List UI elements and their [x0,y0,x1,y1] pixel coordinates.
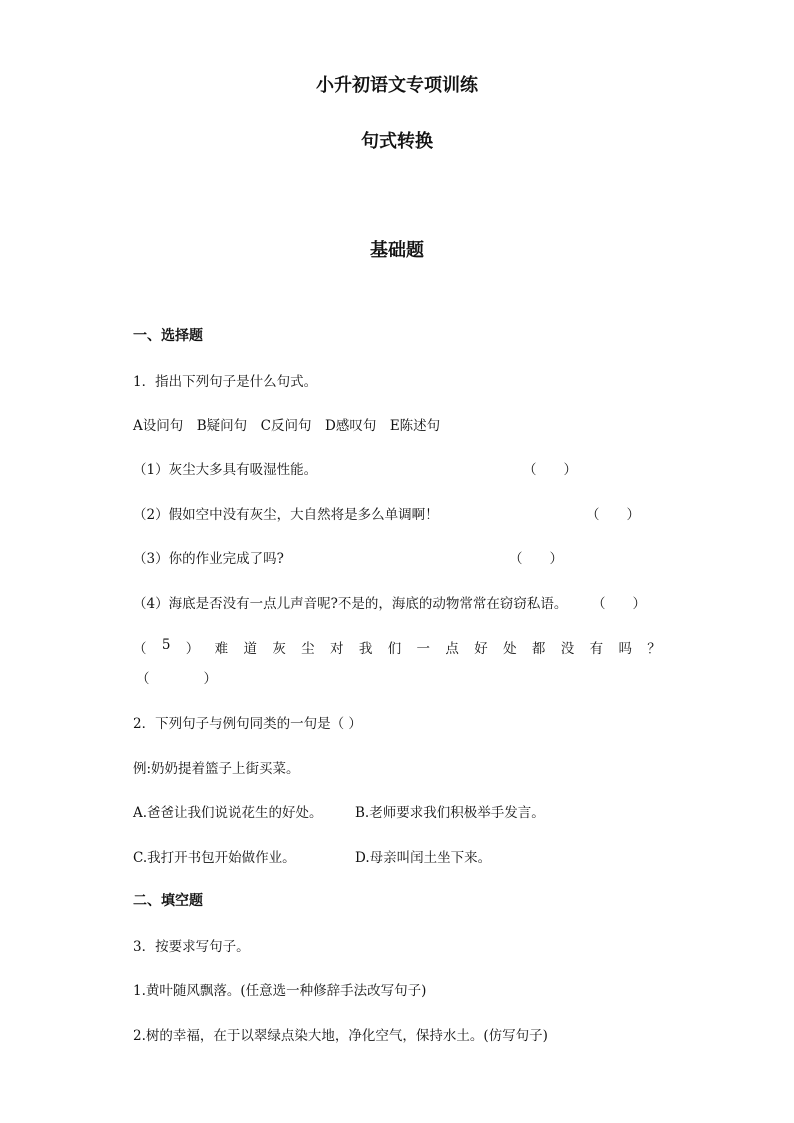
option-b[interactable]: B.老师要求我们积极举手发言。 [355,805,545,821]
question-3-sentence-2: 2.树的幸福，在于以翠绿点染大地，净化空气，保持水土。(仿写句子) [133,1028,548,1044]
document-title: 小升初语文专项训练 [316,75,478,96]
question-1-options: A设问句 B疑问句 C反问句 D感叹句 E陈述句 [133,418,441,434]
answer-blank[interactable]: （ ） [586,507,640,523]
answer-blank[interactable]: （ ） [592,596,646,612]
item-5-char: 我 [358,641,373,657]
question-1-item: （4）海底是否没有一点儿声音呢?不是的，海底的动物常常在窃窃私语。 [133,596,568,612]
question-3-prompt: 3．按要求写句子。 [133,939,250,955]
difficulty-heading: 基础题 [370,240,424,261]
answer-blank[interactable]: （ ） [509,551,563,567]
item-5-char: 灰 [272,641,286,657]
item-5-char: 们 [387,641,402,657]
question-2-example: 例:奶奶提着篮子上街买菜。 [133,761,300,777]
item-5-char: （ [133,641,147,657]
section-heading-fill: 二、填空题 [133,893,203,909]
option-c[interactable]: C.我打开书包开始做作业。 [133,850,296,866]
item-5-char: 一 [416,641,431,657]
item-5-char: 点 [445,641,459,657]
question-2-prompt: 2．下列句子与例句同类的一句是（ ） [133,716,362,732]
item-5-char: 5 [161,637,171,653]
item-5-char: ） [185,641,200,657]
question-1-item: （2）假如空中没有灰尘，大自然将是多么单调啊！ [133,507,439,523]
item-5-char: 有 [589,641,604,657]
section-heading-choice: 一、选择题 [133,328,203,344]
item-5-char: 没 [560,641,575,657]
answer-blank[interactable]: （ ） [136,671,217,687]
item-5-char: 道 [243,641,257,657]
question-1-item-5 [133,637,661,657]
option-d[interactable]: D.母亲叫闰土坐下来。 [355,850,492,866]
question-1-item: （3）你的作业完成了吗? [133,551,284,567]
item-5-char: 好 [474,641,488,657]
question-1-item: （1）灰尘大多具有吸湿性能。 [133,462,318,478]
item-5-char: 对 [330,641,344,657]
item-5-char: 都 [531,641,546,657]
question-1-prompt: 1．指出下列句子是什么句式。 [133,374,318,390]
item-5-char: ？ [647,641,661,657]
item-5-char: 难 [214,641,229,657]
item-5-char: 处 [503,641,517,657]
document-subtitle: 句式转换 [361,131,433,152]
option-a[interactable]: A.爸爸让我们说说花生的好处。 [133,805,323,821]
item-5-char: 吗 [618,641,632,657]
item-5-char: 尘 [301,641,315,657]
answer-blank[interactable]: （ ） [523,462,577,478]
question-3-sentence-1: 1.黄叶随风飘落。(任意选一种修辞手法改写句子) [133,983,427,999]
